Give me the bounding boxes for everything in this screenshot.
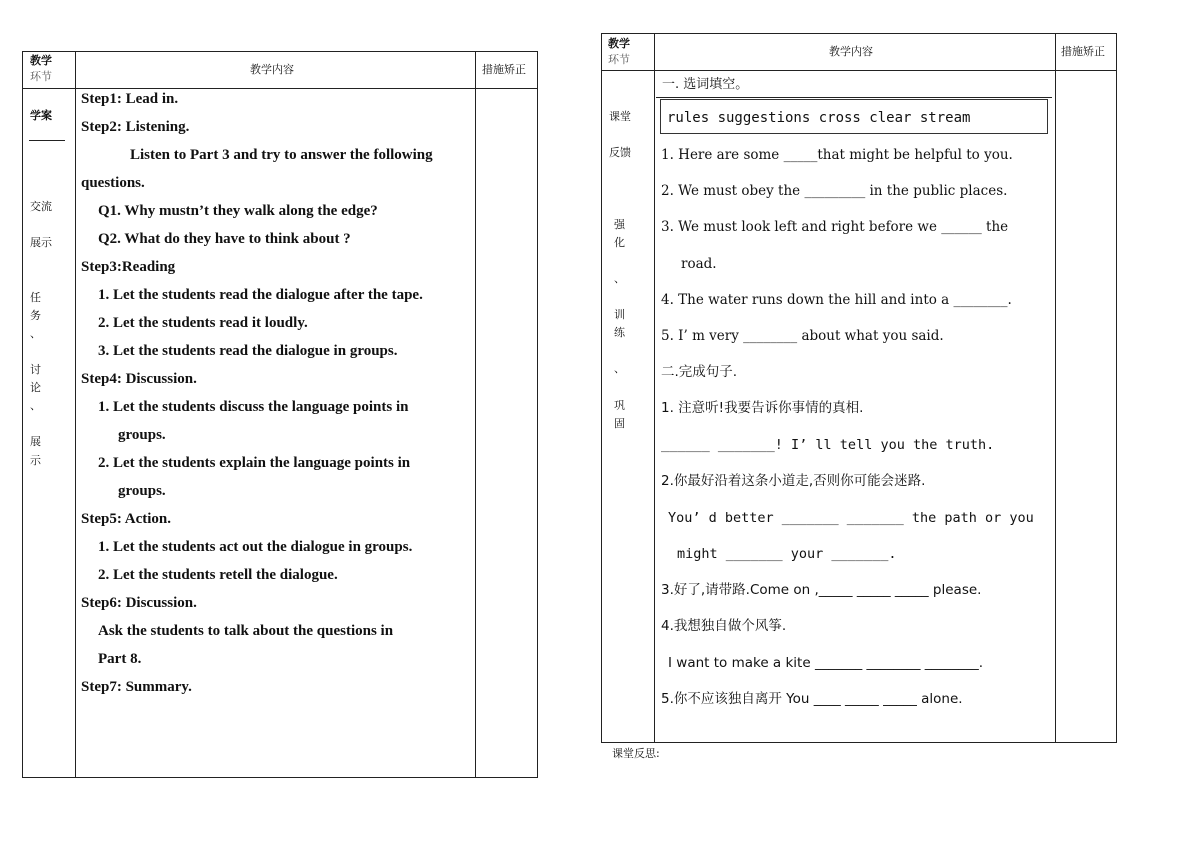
side-char: 练 [614,326,625,339]
exercise-line: ______ _______! I’ ll tell you the truth. [661,437,995,453]
exercise-line: road. [681,256,717,272]
step-line: Step2: Listening. [81,119,190,135]
step-line: Step7: Summary. [81,679,192,695]
exercise-line: 3.好了,请带路.Come on ,_____ _____ _____ please. [661,582,982,598]
step-line: 2. Let the students explain the language points in [98,455,411,471]
header-stage: 教学 [608,37,630,50]
header-content: 教学内容 [250,63,294,76]
side-exchange: 交流 [30,200,52,213]
side-task-char: 展 [30,435,41,448]
side-divider [29,140,65,141]
step-line: Part 8. [98,651,142,667]
side-char: 固 [614,417,625,430]
side-task-char: 示 [30,454,41,467]
side-char: 巩 [614,399,625,412]
header-correction: 措施矫正 [482,63,526,76]
header-stage-2: 环节 [30,70,52,83]
side-char: 训 [614,308,625,321]
exercise-line: I want to make a kite _______ ________ ________. [668,655,984,671]
step-line: questions. [81,175,145,191]
step-line: Ask the students to talk about the questions in [98,623,394,639]
step-line: Q1. Why mustn’t they walk along the edge? [98,203,378,219]
exercise-line: might _______ your _______. [677,546,897,562]
exercise-line: 2.你最好沿着这条小道走,否则你可能会迷路. [661,473,926,489]
side-task-char: 任 [30,291,41,304]
exercise-line: 1. 注意听!我要告诉你事情的真相. [661,400,864,416]
step-line: 3. Let the students read the dialogue in groups. [98,343,398,359]
step-line: Step6: Discussion. [81,595,197,611]
step-line: 2. Let the students retell the dialogue. [98,567,338,583]
section-title-complete: 二.完成句子. [661,364,738,380]
step-line: Step3:Reading [81,259,176,275]
side-feedback: 反馈 [609,146,631,159]
header-stage-2: 环节 [608,53,630,66]
step-line: groups. [118,483,166,499]
exercise-line: 5.你不应该独自离开 You ____ _____ _____ alone. [661,691,963,707]
step-line: 1. Let the students act out the dialogue in groups. [98,539,413,555]
side-task-char: 、 [30,327,41,340]
exercise-line: 1. Here are some _____that might be helpful to you. [661,147,1013,163]
side-char: 、 [614,362,625,375]
side-task-char: 讨 [30,363,41,376]
step-line: Q2. What do they have to think about ? [98,231,351,247]
side-display: 展示 [30,236,52,249]
step-line: groups. [118,427,166,443]
side-task-char: 、 [30,399,41,412]
side-char: 化 [614,236,625,249]
word-box-text: rules suggestions cross clear stream [667,110,971,126]
step-line: 1. Let the students read the dialogue after the tape. [98,287,423,303]
exercise-line: 4. The water runs down the hill and into a ________. [661,292,1012,308]
side-task-char: 务 [30,309,41,322]
step-line: Step5: Action. [81,511,171,527]
exercise-line: 3. We must look left and right before we ______ the [661,219,1009,235]
header-correction: 措施矫正 [1061,45,1105,58]
side-char: 强 [614,218,625,231]
step-line: Step1: Lead in. [81,91,179,107]
side-task-char: 论 [30,381,41,394]
step-line: Listen to Part 3 and try to answer the following [130,147,433,163]
exercise-line: 5. I’ m very ________ about what you said. [661,328,944,344]
section-title-fill-in: 一. 选词填空。 [662,77,749,92]
side-classroom: 课堂 [609,110,631,123]
side-study-plan: 学案 [30,109,52,122]
header-stage: 教学 [30,54,52,67]
step-line: 1. Let the students discuss the language points in [98,399,409,415]
class-reflection-label: 课堂反思: [612,747,660,760]
step-line: 2. Let the students read it loudly. [98,315,308,331]
exercise-line: 4.我想独自做个风筝. [661,618,787,634]
side-char: 、 [614,272,625,285]
exercise-line: 2. We must obey the _________ in the public places. [661,183,1008,199]
step-line: Step4: Discussion. [81,371,197,387]
exercise-line: You’ d better _______ _______ the path or you [668,510,1034,526]
header-content: 教学内容 [829,45,873,58]
